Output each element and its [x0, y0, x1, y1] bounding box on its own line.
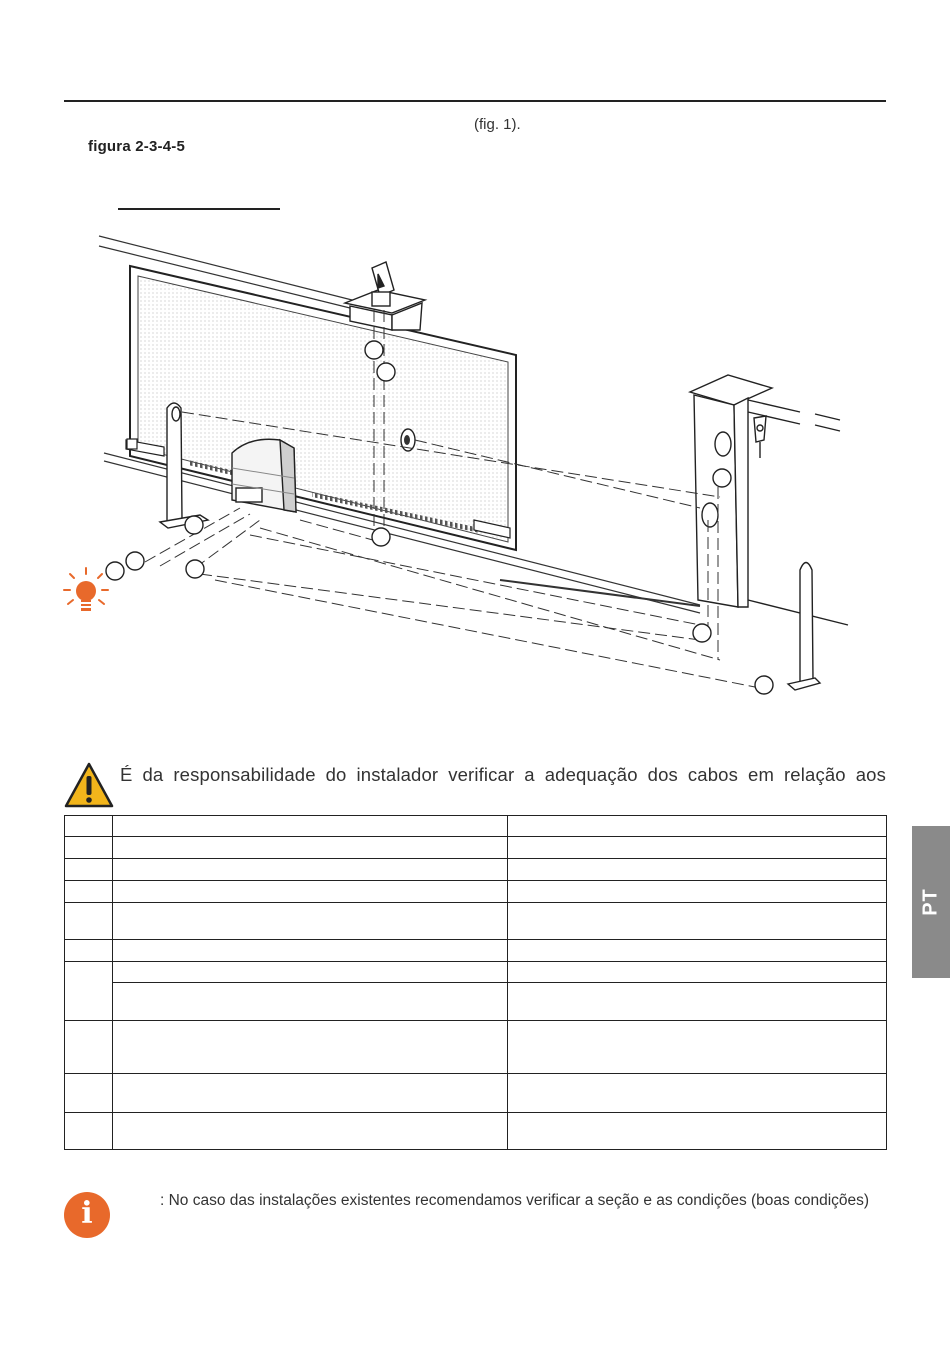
table-row: [65, 1074, 887, 1113]
installation-diagram: [50, 225, 870, 710]
info-icon: i: [64, 1192, 110, 1238]
bulb-icon: [64, 568, 108, 611]
motor-unit: [232, 439, 296, 512]
cable-table: [64, 815, 887, 1150]
warning-triangle-icon: [64, 762, 114, 808]
top-rule: [64, 100, 886, 102]
table-row: [65, 816, 887, 837]
gate-panel: [130, 266, 516, 550]
table-row: [65, 1021, 887, 1074]
right-pillar: [690, 375, 772, 607]
table-row: [65, 837, 887, 859]
figure-title: figura 2-3-4-5: [88, 138, 185, 155]
photocell-post-right: [788, 563, 820, 691]
table-row: [65, 1113, 887, 1150]
table-row: [65, 940, 887, 962]
figure-reference: (fig. 1).: [474, 116, 521, 133]
table-row: [65, 903, 887, 940]
key-selector-icon: [754, 416, 766, 458]
table-row: [65, 962, 887, 983]
table-row: [65, 859, 887, 881]
table-row: [65, 881, 887, 903]
warning-text: É da responsabilidade do instalador verificar a adequação dos cabos em relação aos: [120, 764, 886, 785]
info-text: : No caso das instalações existentes recomendamos verificar a seção e as condições (boas condições): [160, 1192, 870, 1209]
section-underline: [118, 208, 280, 210]
table-row: [65, 983, 887, 1021]
language-tab-label: PT: [919, 888, 942, 916]
language-tab: [912, 826, 950, 978]
